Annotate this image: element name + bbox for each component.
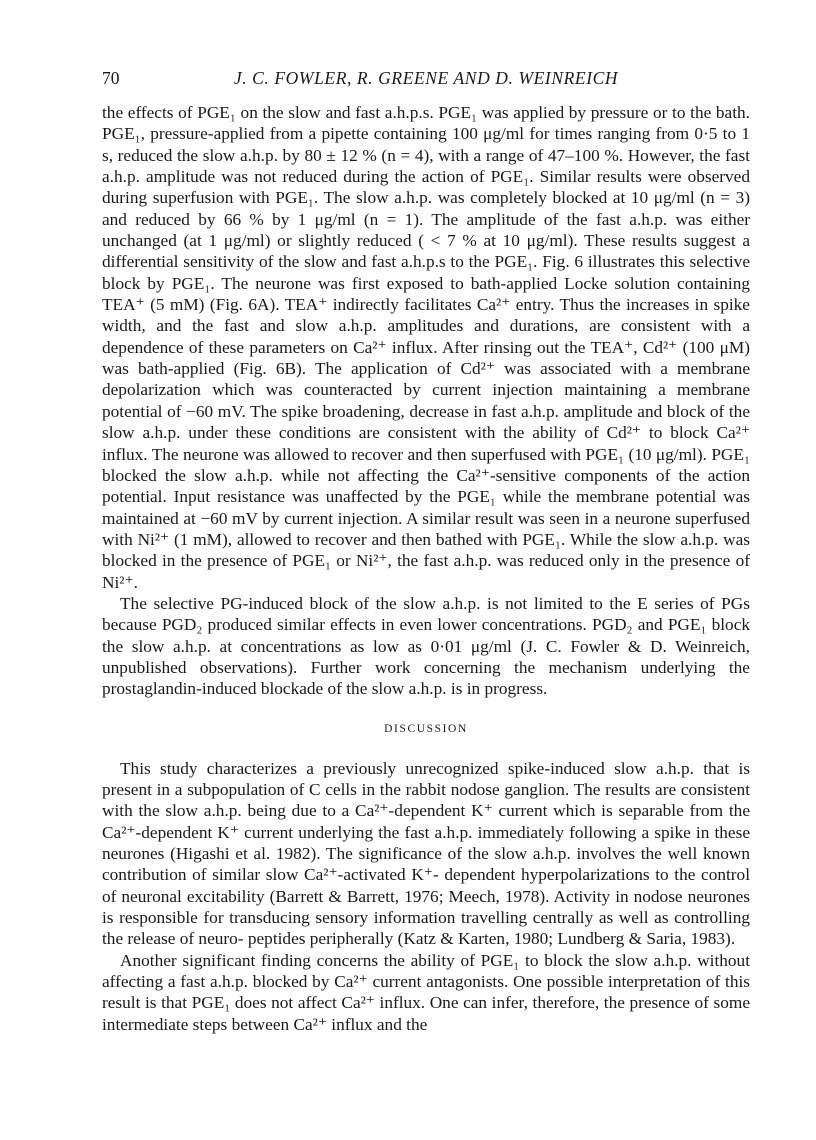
text-line: −60 mV. The spike broadening, decrease in fast a.h.p. amplitude and block of the <box>186 401 750 421</box>
text-line: Another significant finding concerns the ability of PGE₁ to block the slow a.h.p. <box>120 950 692 970</box>
text-line: interpretation of this result is that PGE₁ does not affect Ca²⁺ influx. One can infer, <box>102 972 751 1013</box>
text-line: and then bathed with PGE₁. While the slow a.h.p. was blocked in the presence of <box>102 529 750 571</box>
section-heading-discussion: DISCUSSION <box>384 722 468 735</box>
page-number: 70 <box>102 68 120 88</box>
text-line: PGs because PGD₂ produced similar effects in even lower concentrations. PGD₂ and <box>102 593 750 635</box>
text-line: The amplitude of the fast a.h.p. was either unchanged (at 1 μg/ml) or slightly reduced <box>102 209 751 251</box>
text-line: dependent hyperpolarizations to the control of neuronal excitability (Barrett & <box>102 865 751 906</box>
running-head: J. C. FOWLER, R. GREENE AND D. WEINREICH <box>233 68 619 88</box>
text-line: The selective PG-induced block of the slow a.h.p. is not limited to the E series of <box>120 593 715 613</box>
article-body <box>102 102 750 1035</box>
text-line: which was counteracted by current injection maintaining a membrane potential of <box>102 380 750 421</box>
page-header <box>102 68 750 94</box>
text-line: slow a.h.p. under these conditions are consistent with the ability of Cd²⁺ to block Ca²⁺ <box>102 423 750 443</box>
text-line: while the membrane potential was maintained at −60 mV by current injection. A <box>102 487 750 528</box>
text-line: Barrett, 1976; Meech, 1978). Activity in nodose neurones is responsible for transducing <box>102 886 750 928</box>
discussion-paragraph-1 <box>102 758 750 950</box>
text-line: without affecting a fast a.h.p. blocked by Ca²⁺ current antagonists. One possible <box>102 950 750 992</box>
text-line: (Fig. 6B). The application of Cd²⁺ was associated with a membrane depolarization <box>102 359 750 400</box>
text-line: to the bath. PGE₁, pressure-applied from a pipette containing 100 μg/ml for times <box>102 103 750 144</box>
text-line: of 47–100 %. However, the fast a.h.p. amplitude was not reduced during the action <box>102 145 750 187</box>
text-line: fast a.h.p.s to the PGE₁. Fig. 6 illustrates this selective block by PGE₁. The neurone <box>102 252 750 293</box>
text-line: D. Weinreich, unpublished observations). Further work concerning the mechanism <box>102 636 750 677</box>
text-line: was first exposed to bath-applied Locke solution containing TEA⁺ (5 mM) (Fig. 6A). <box>102 273 750 315</box>
text-line: of PGE₁. Similar results were observed during superfusion with PGE₁. The slow a.h.p. <box>102 167 750 208</box>
text-line: similar result was seen in a neurone superfused with Ni²⁺ (1 mM), allowed to recover <box>102 508 750 549</box>
results-paragraph-continued <box>102 102 750 593</box>
text-line: sensory information travelling centrally as well as controlling the release of neuro- <box>102 908 750 949</box>
text-line: parameters on Ca²⁺ influx. After rinsing out the TEA⁺, Cd²⁺ (100 μM) was bath-applied <box>102 337 750 379</box>
results-paragraph-pg-series <box>102 593 750 700</box>
text-line: peptides peripherally (Katz & Karten, 1980; Lundberg & Saria, 1983). <box>247 929 736 949</box>
text-line: components of the action potential. Input resistance was unaffected by the PGE₁ <box>102 465 750 507</box>
text-line: the effects of PGE₁ on the slow and fast a.h.p.s. PGE₁ was applied by pressure or <box>102 103 668 122</box>
text-line: (10 μg/ml). PGE₁ blocked the slow a.h.p. while not affecting the Ca²⁺-sensitive <box>102 444 750 485</box>
discussion-paragraph-2 <box>102 950 750 1035</box>
text-line: is present in a subpopulation of C cells in the rabbit nodose ganglion. The results are <box>102 758 751 799</box>
text-line: PGE₁ block the slow a.h.p. at concentrations as low as 0·01 μg/ml (J. C. Fowler & <box>102 615 751 656</box>
text-line: a.h.p. involves the well known contribution of similar slow Ca²⁺-activated K⁺- <box>102 844 750 885</box>
text-line: following a spike in these neurones (Higashi et al. 1982). The significance of the slow <box>102 822 750 863</box>
text-line: ranging from 0·5 to 1 s, reduced the slow a.h.p. by 80 ± 12 % (n = 4), with a range <box>102 124 750 165</box>
text-line: was completely blocked at 10 μg/ml (n = 3) and reduced by 66 % by 1 μg/ml (n = 1). <box>102 188 750 229</box>
text-line: influx. The neurone was allowed to recover and then superfused with PGE₁ <box>102 444 625 464</box>
text-line: consistent with the slow a.h.p. being due to a Ca²⁺-dependent K⁺ current which is <box>102 779 750 821</box>
text-line: underlying the prostaglandin-induced blockade of the slow a.h.p. is in progress. <box>102 657 750 699</box>
text-line: This study characterizes a previously unrecognized spike-induced slow a.h.p. that <box>120 758 730 778</box>
text-line: therefore, the presence of some intermediate steps between Ca²⁺ influx and the <box>102 993 750 1034</box>
text-line: and slow a.h.p. amplitudes and durations, are consistent with a dependence of these <box>102 316 750 357</box>
text-line: ( < 7 % at 10 μg/ml). These results suggest a differential sensitivity of the slow and <box>102 231 750 272</box>
text-line: PGE₁ or Ni²⁺, the fast a.h.p. was reduced only in the presence of Ni²⁺. <box>102 551 750 592</box>
text-line: TEA⁺ indirectly facilitates Ca²⁺ entry. Thus the increases in spike width, and the fast <box>102 295 750 336</box>
text-line: separable from the Ca²⁺-dependent K⁺ current underlying the fast a.h.p. immediately <box>102 801 750 842</box>
